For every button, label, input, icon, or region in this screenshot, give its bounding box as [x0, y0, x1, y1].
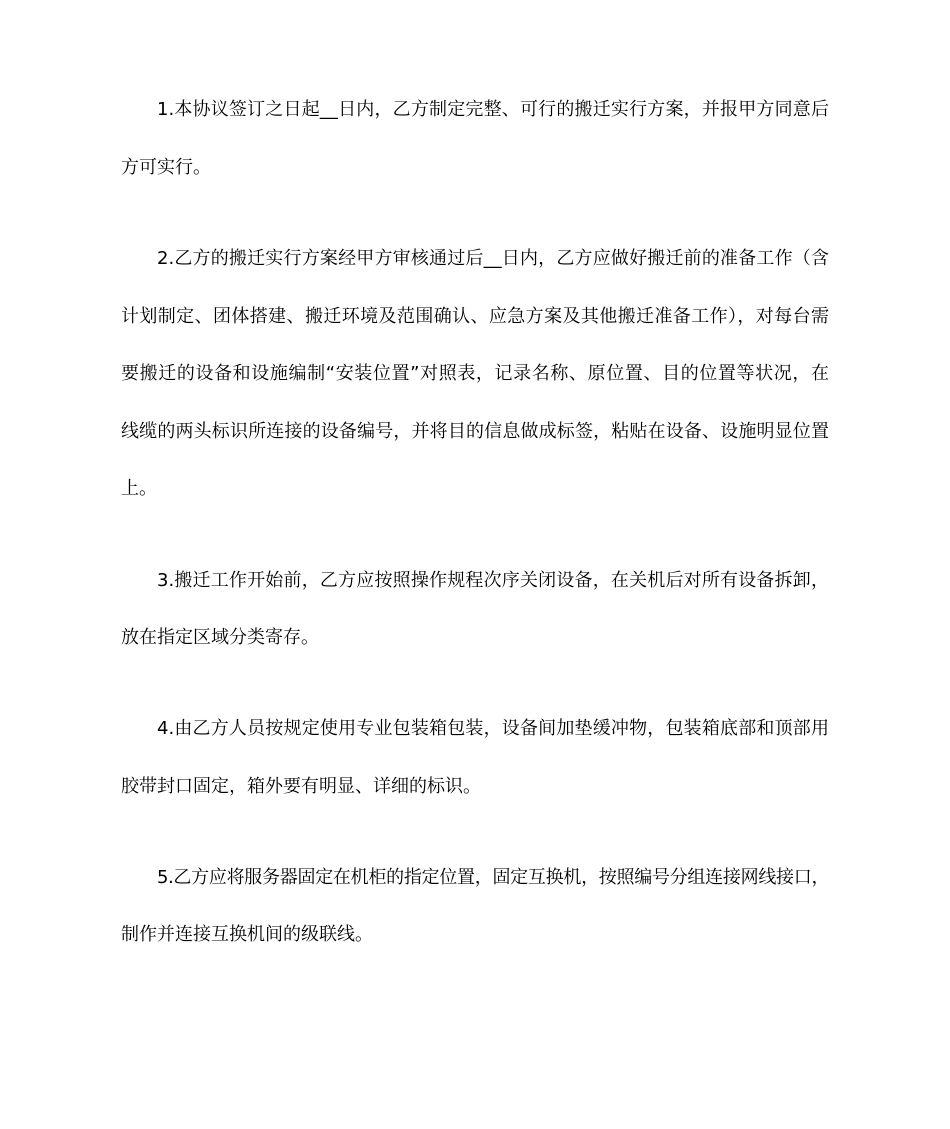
text-line: 1.本协议签订之日起__日内，乙方制定完整、可行的搬迁实行方案，并报甲方同意后 [157, 99, 829, 120]
text-line: 4.由乙方人员按规定使用专业包装箱包装，设备间加垫缓冲物，包装箱底部和顶部用 [157, 718, 829, 739]
text-line: 放在指定区域分类寄存。 [121, 627, 319, 648]
text-line: 计划制定、团体搭建、搬迁环境及范围确认、应急方案及其他搬迁准备工作），对每台需 [121, 306, 829, 327]
text-line: 方可实行。 [121, 157, 211, 178]
text-line: 制作并连接互换机间的级联线。 [121, 924, 373, 945]
text-line: 5.乙方应将服务器固定在机柜的指定位置，固定互换机，按照编号分组连接网线接口， [157, 867, 829, 888]
text-line: 要搬迁的设备和设施编制“安装位置”对照表，记录名称、原位置、目的位置等状况，在 [121, 363, 829, 384]
text-line: 线缆的两头标识所连接的设备编号，并将目的信息做成标签，粘贴在设备、设施明显位置 [121, 421, 829, 442]
text-line: 2.乙方的搬迁实行方案经甲方审核通过后__日内，乙方应做好搬迁前的准备工作（含 [157, 248, 829, 269]
text-line: 胶带封口固定，箱外要有明显、详细的标识。 [121, 776, 481, 797]
text-line: 上。 [121, 478, 157, 499]
text-line: 3.搬迁工作开始前，乙方应按照操作规程次序关闭设备，在关机后对所有设备拆卸， [157, 570, 829, 591]
